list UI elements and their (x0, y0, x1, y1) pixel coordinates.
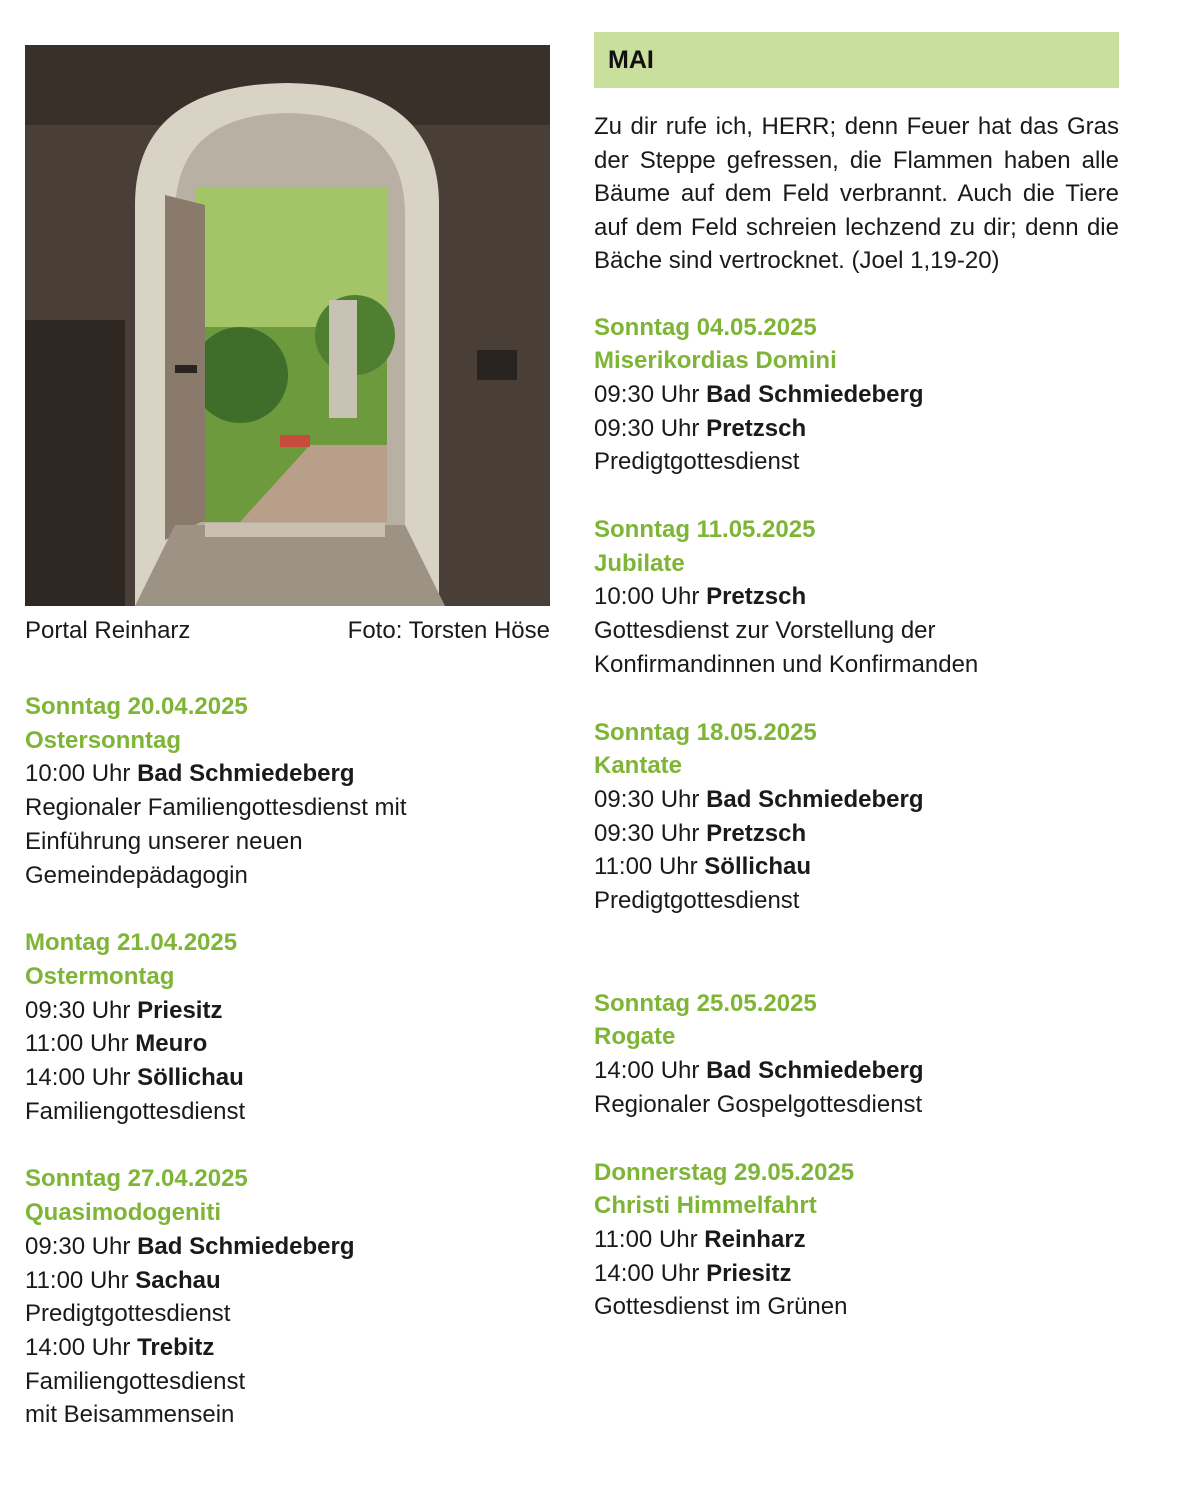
service-time: 14:00 Uhr (594, 1259, 700, 1287)
service-description: Predigtgottesdienst (594, 448, 800, 476)
right-column (594, 32, 1119, 1324)
left-events-list (25, 690, 550, 1432)
event-feast: Jubilate (594, 549, 685, 577)
month-heading (594, 32, 1119, 88)
service-time-row (25, 1027, 550, 1061)
event-feast: Quasimodogeniti (25, 1199, 222, 1227)
service-description: Konfirmandinnen und Konfirmanden (594, 650, 979, 678)
event-date: Sonntag 27.04.2025 (25, 1165, 248, 1193)
service-time-row (25, 757, 550, 791)
service-venue: Bad Schmiedeberg (137, 1232, 355, 1260)
event-date: Sonntag 20.04.2025 (25, 693, 248, 720)
service-description: Predigtgottesdienst (25, 1300, 231, 1328)
service-description: Gottesdienst zur Vorstellung der (594, 617, 936, 645)
event-date: Donnerstag 29.05.2025 (594, 1158, 855, 1186)
service-time: 14:00 Uhr (594, 1057, 700, 1085)
left-column (25, 45, 550, 1432)
church-portal-photo (25, 45, 550, 606)
service-time-row (594, 412, 1119, 446)
service-event (25, 690, 550, 892)
service-event (594, 1156, 1119, 1325)
service-time-row (594, 850, 1119, 884)
service-description: Regionaler Gospelgottesdienst (594, 1090, 923, 1118)
event-feast: Kantate (594, 752, 683, 780)
service-description: Gottesdienst im Grünen (594, 1293, 848, 1321)
service-description: Predigtgottesdienst (594, 887, 800, 915)
service-time: 10:00 Uhr (25, 760, 131, 788)
service-time: 14:00 Uhr (25, 1064, 131, 1092)
service-event (594, 311, 1119, 480)
service-time-row (594, 378, 1119, 412)
service-time: 11:00 Uhr (25, 1266, 129, 1294)
caption-credit: Foto: Torsten Höse (347, 617, 550, 644)
right-events-list (594, 311, 1119, 1325)
service-time-row (25, 1264, 550, 1298)
service-description: mit Beisammensein (25, 1401, 235, 1429)
service-time-row (594, 783, 1119, 817)
service-time-row (25, 994, 550, 1028)
event-date: Sonntag 25.05.2025 (594, 989, 817, 1017)
event-feast: Miserikordias Domini (594, 347, 837, 375)
service-time: 09:30 Uhr (594, 380, 700, 408)
service-time-row (594, 817, 1119, 851)
service-time-row (594, 580, 1119, 614)
service-venue: Söllichau (704, 853, 811, 881)
service-venue: Pretzsch (706, 414, 807, 442)
service-time: 09:30 Uhr (25, 996, 131, 1024)
month-title: MAI (608, 45, 654, 74)
event-date: Sonntag 18.05.2025 (594, 718, 817, 746)
service-venue: Pretzsch (706, 819, 807, 847)
service-description: Familiengottesdienst (25, 1367, 246, 1395)
event-feast: Ostermontag (25, 962, 175, 990)
service-description: Regionaler Familiengottesdienst mit (25, 794, 407, 822)
service-venue: Meuro (135, 1030, 208, 1058)
service-time: 11:00 Uhr (25, 1030, 129, 1058)
service-time: 11:00 Uhr (594, 853, 698, 881)
service-time-row (25, 1061, 550, 1095)
event-date: Montag 21.04.2025 (25, 929, 238, 957)
service-time: 10:00 Uhr (594, 583, 700, 611)
service-venue: Bad Schmiedeberg (706, 785, 924, 813)
service-time-row (594, 1257, 1119, 1291)
service-time-row (594, 1054, 1119, 1088)
service-event (594, 716, 1119, 918)
service-time: 09:30 Uhr (594, 414, 700, 442)
event-date: Sonntag 04.05.2025 (594, 313, 817, 341)
caption-title: Portal Reinharz (25, 617, 191, 644)
service-venue: Bad Schmiedeberg (706, 1057, 924, 1085)
photo-caption (25, 614, 550, 648)
service-venue: Söllichau (137, 1064, 244, 1092)
service-venue: Bad Schmiedeberg (137, 760, 355, 788)
service-venue: Priesitz (137, 996, 223, 1024)
service-description: Einführung unserer neuen (25, 827, 303, 855)
service-venue: Priesitz (706, 1259, 792, 1287)
service-time: 11:00 Uhr (594, 1225, 698, 1253)
service-time: 09:30 Uhr (594, 785, 700, 813)
event-date: Sonntag 11.05.2025 (594, 516, 816, 544)
service-description: Gemeindepädagogin (25, 861, 248, 889)
service-time-row (25, 1230, 550, 1264)
service-time: 14:00 Uhr (25, 1333, 131, 1361)
service-venue: Pretzsch (706, 583, 807, 611)
service-venue: Trebitz (137, 1333, 215, 1361)
service-time: 09:30 Uhr (25, 1232, 131, 1260)
service-event (594, 513, 1119, 682)
service-description: Familiengottesdienst (25, 1097, 246, 1125)
service-event (594, 987, 1119, 1122)
service-venue: Sachau (135, 1266, 221, 1294)
event-feast: Christi Himmelfahrt (594, 1192, 817, 1220)
service-event (25, 926, 550, 1128)
service-event (25, 1162, 550, 1432)
service-time: 09:30 Uhr (594, 819, 700, 847)
service-time-row (594, 1223, 1119, 1257)
event-feast: Rogate (594, 1023, 676, 1051)
service-venue: Bad Schmiedeberg (706, 380, 924, 408)
bible-verse: Zu dir rufe ich, HERR; denn Feuer hat das Gras der Steppe gefressen, die Flammen haben alle Bäume auf dem Feld verbrannt. Auch die Tiere auf dem Feld schreien lechzend zu dir; denn die Bäche sind vertrocknet. (Joel 1,19-20) (594, 113, 1119, 274)
event-feast: Ostersonntag (25, 726, 182, 754)
service-time-row (25, 1331, 550, 1365)
service-venue: Reinharz (704, 1225, 806, 1253)
